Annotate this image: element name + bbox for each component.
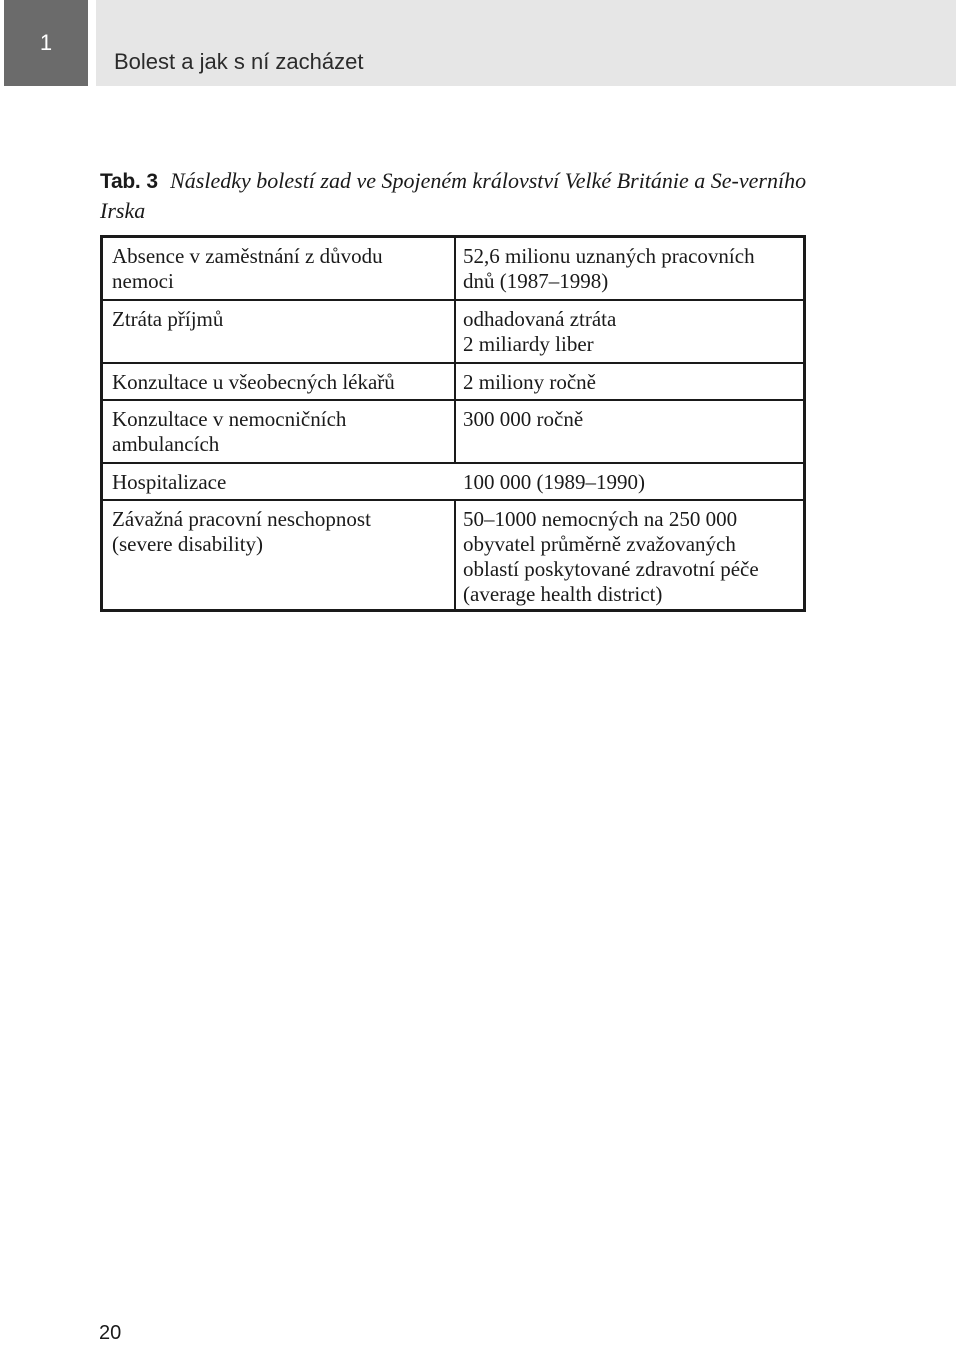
row-value: 52,6 milionu uznaných pracovních dnů (1987–1998) [463, 244, 755, 293]
row-value: odhadovaná ztráta 2 miliardy liber [463, 307, 617, 356]
chapter-number-box [4, 0, 88, 86]
row-value: 300 000 ročně [463, 407, 584, 431]
row-label: Závažná pracovní neschopnost (severe disability) [112, 507, 371, 556]
row-value: 100 000 (1989–1990) [463, 470, 645, 494]
caption-text: Následky bolestí zad ve Spojeném království Velké Británie a Se-verního Irska [100, 168, 807, 223]
row-value: 50–1000 nemocných na 250 000 obyvatel průměrně zvažovaných oblastí poskytované zdravotní péče (average health district) [463, 507, 759, 606]
table-row [103, 462, 803, 499]
row-label: Konzultace u všeobecných lékařů [112, 370, 395, 394]
table-caption [100, 166, 820, 225]
row-label: Ztráta příjmů [112, 307, 224, 331]
table-row [103, 238, 803, 299]
chapter-number: 1 [39, 30, 53, 55]
row-label: Hospitalizace [112, 470, 227, 494]
column-divider [454, 238, 456, 464]
data-table [100, 235, 806, 612]
page-number: 20 [99, 1322, 122, 1344]
caption-number: 3 [146, 170, 159, 193]
column-divider [454, 499, 456, 609]
table-row [103, 299, 803, 362]
table-row [103, 499, 803, 609]
table-row [103, 362, 803, 399]
row-label: Absence v zaměstnání z důvodu nemoci [112, 244, 383, 293]
caption-label: Tab. [100, 170, 141, 193]
table-row [103, 399, 803, 462]
row-value: 2 miliony ročně [463, 370, 596, 394]
chapter-title: Bolest a jak s ní zacházet [114, 49, 364, 74]
running-header [96, 0, 956, 86]
row-label: Konzultace v nemocničních ambulancích [112, 407, 347, 456]
